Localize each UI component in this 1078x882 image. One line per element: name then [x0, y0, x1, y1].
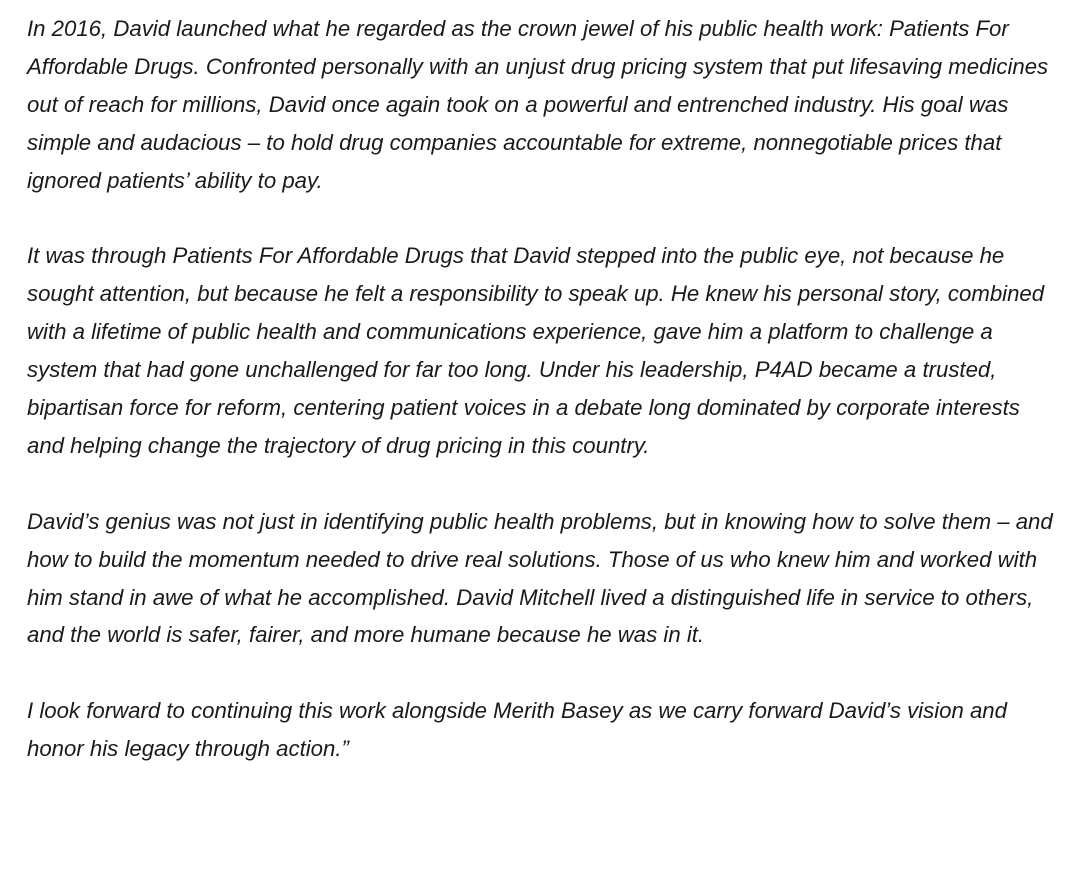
paragraph-closing-quote: I look forward to continuing this work alongside Merith Basey as we carry forward David’s vision and honor his legacy through action.”: [27, 698, 1007, 762]
paragraph-p4ad-launch: In 2016, David launched what he regarded as the crown jewel of his public health work: Patients For Affordable Drugs. Confronted personally with an unjust drug pricing system that put lifesaving medicines out of reach for millions, David once again took on a powerful and entrenched industry. His goal was simple and audacious – to hold drug companies accountable for extreme, nonnegotiable prices that ignored patients’ ability to pay.: [27, 16, 1049, 193]
paragraph-public-eye: It was through Patients For Affordable Drugs that David stepped into the public eye, not because he sought attention, but because he felt a responsibility to speak up. He knew his personal story, combined with a lifetime of public health and communications experience, gave him a platform to challenge a system that had gone unchallenged for far too long. Under his leadership, P4AD became a trusted, bipartisan force for reform, centering patient voices in a debate long dominated by corporate interests and helping change the trajectory of drug pricing in this country.: [27, 243, 1045, 458]
paragraph-legacy: David’s genius was not just in identifying public health problems, but in knowing how to solve them – and how to build the momentum needed to drive real solutions. Those of us who knew him and worked with him stand in awe of what he accomplished. David Mitchell lived a distinguished life in service to others, and the world is safer, fairer, and more humane because he was in it.: [27, 508, 1053, 648]
article-body: [27, 10, 1057, 768]
